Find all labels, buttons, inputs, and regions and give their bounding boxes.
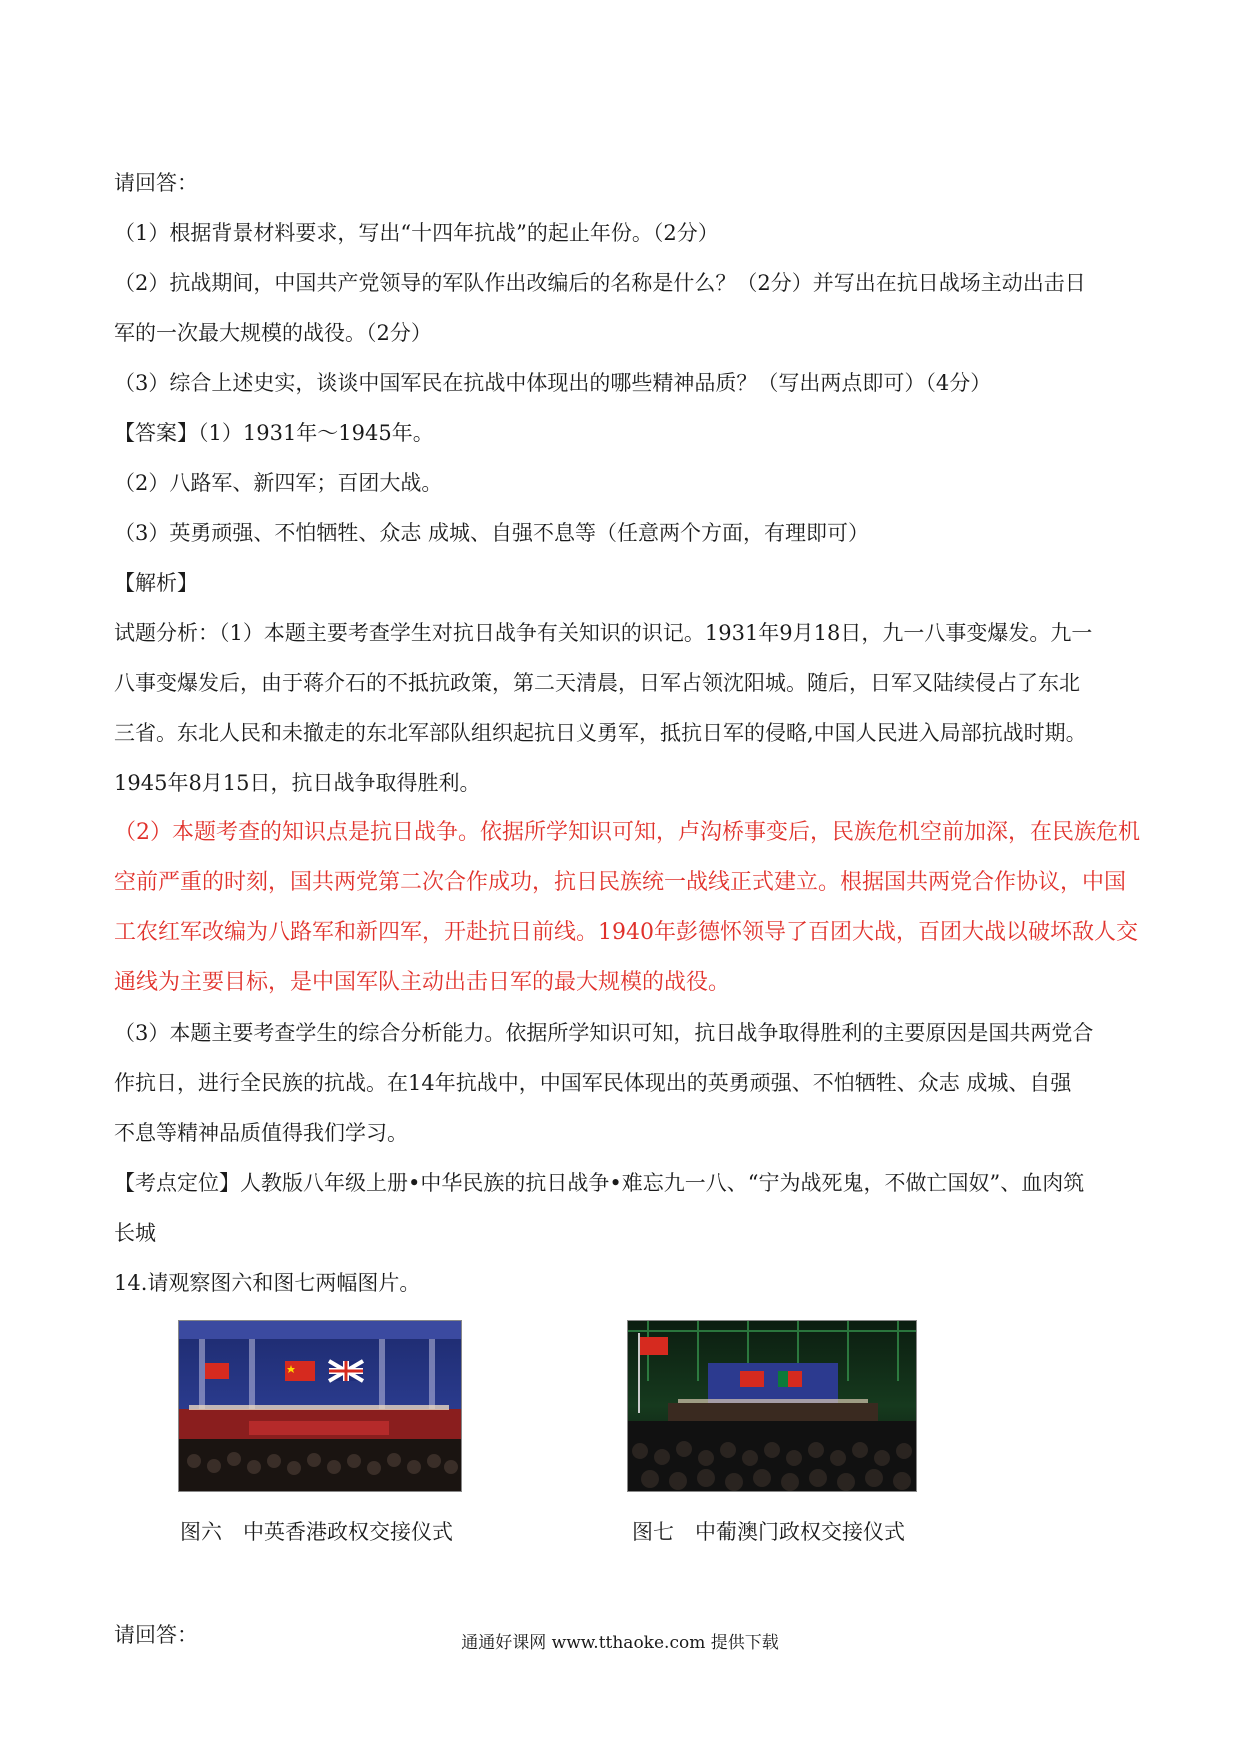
figure-macau-handover	[627, 1320, 915, 1544]
figure-caption-6: 图六 中英香港政权交接仪式	[180, 1520, 453, 1544]
text-line: （3）综合上述史实，谈谈中国军民在抗战中体现出的哪些精神品质？（写出两点即可）（4分）	[114, 371, 992, 395]
photo-hongkong-ceremony	[178, 1320, 462, 1492]
text-line: 1945年8月15日，抗日战争取得胜利。	[114, 771, 481, 795]
text-line: 不息等精神品质值得我们学习。	[114, 1121, 408, 1145]
text-line: 八事变爆发后，由于蒋介石的不抵抗政策，第二天清晨，日军占领沈阳城。随后，日军又陆续侵占了东北	[114, 671, 1080, 695]
text-line: 试题分析：（1）本题主要考查学生对抗日战争有关知识的识记。1931年9月18日，九一八事变爆发。九一	[114, 621, 1093, 645]
text-line: （2）抗战期间，中国共产党领导的军队作出改编后的名称是什么？（2分）并写出在抗日战场主动出击日	[114, 271, 1086, 295]
figure-row	[114, 1320, 1134, 1610]
text-line: 【考点定位】人教版八年级上册•中华民族的抗日战争•难忘九一八、“宁为战死鬼，不做亡国奴”、血肉筑	[114, 1171, 1085, 1195]
text-line: 作抗日，进行全民族的抗战。在14年抗战中，中国军民体现出的英勇顽强、不怕牺牲、众志 成城、自强	[114, 1071, 1072, 1095]
text-line: （2）本题考查的知识点是抗日战争。依据所学知识可知，卢沟桥事变后，民族危机空前加深，在民族危机	[114, 820, 1141, 845]
text-line: 【解析】	[114, 571, 198, 595]
text-line: 通线为主要目标，是中国军队主动出击日军的最大规模的战役。	[114, 970, 731, 995]
figure-caption-7: 图七 中葡澳门政权交接仪式	[632, 1520, 905, 1544]
figure-hongkong-handover	[178, 1320, 460, 1544]
photo-macau-ceremony	[627, 1320, 917, 1492]
footer-credit: 通通好课网 www.tthaoke.com 提供下载	[461, 1633, 779, 1653]
text-line: （2）八路军、新四军；百团大战。	[114, 471, 443, 495]
text-line: 工农红军改编为八路军和新四军，开赴抗日前线。1940年彭德怀领导了百团大战，百团大战以破坏敌人交	[114, 920, 1138, 945]
text-line: 请回答：	[114, 171, 198, 195]
text-line: 三省。东北人民和未撤走的东北军部队组织起抗日义勇军，抵抗日军的侵略,中国人民进入局部抗战时期。	[114, 721, 1087, 745]
text-line: 【答案】（1）1931年～1945年。	[114, 421, 434, 445]
text-lines	[114, 158, 1141, 1308]
document-body	[114, 158, 1141, 1660]
text-line: 14.请观察图六和图七两幅图片。	[114, 1271, 421, 1295]
text-line: 军的一次最大规模的战役。（2分）	[114, 321, 432, 345]
text-line: 长城	[114, 1221, 156, 1245]
text-line: 空前严重的时刻，国共两党第二次合作成功，抗日民族统一战线正式建立。根据国共两党合作协议，中国	[114, 870, 1127, 895]
text-line: （3）英勇顽强、不怕牺牲、众志 成城、自强不息等（任意两个方面，有理即可）	[114, 521, 870, 545]
answer-prompt: 请回答：	[114, 1623, 198, 1647]
text-line: （3）本题主要考查学生的综合分析能力。依据所学知识可知，抗日战争取得胜利的主要原因是国共两党合	[114, 1021, 1094, 1045]
text-line: （1）根据背景材料要求，写出“十四年抗战”的起止年份。（2分）	[114, 221, 719, 245]
